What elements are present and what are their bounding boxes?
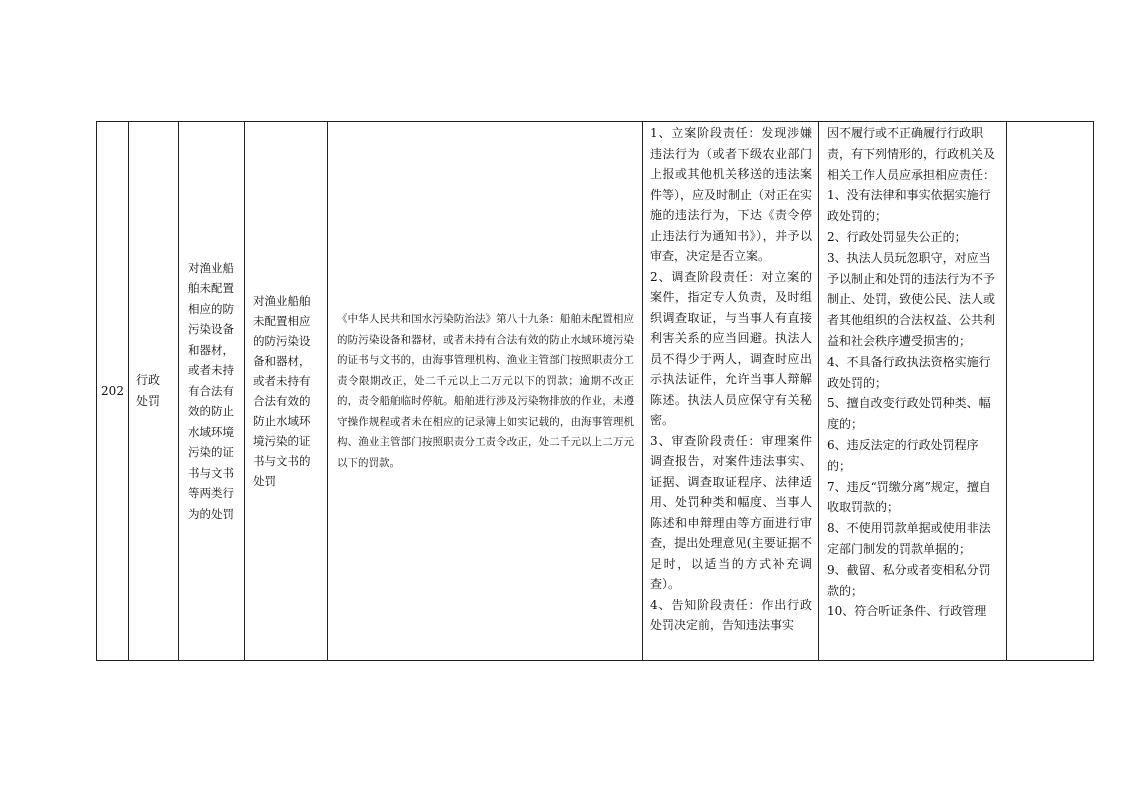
item-number: 202 — [101, 384, 124, 398]
item-name: 对渔业船舶未配置相应的防污染设备和器材，或者未持有合法有效的防止水域环境污染的证书与文书等两类行为的处罚 — [188, 260, 234, 521]
cell-power-type — [129, 122, 179, 661]
table-row — [97, 122, 1094, 661]
responsibility-text: 1、立案阶段责任：发现涉嫌违法行为（或者下级农业部门上报或其他机关移送的违法案件等），应及时制止（对正在实施的违法行为，下达《责令停止违法行为通知书》），并予以审查，决定是否立案。 2、调查阶段责任：对立案的案件，指定专人负责，及时组织调查取证，与当事人有直接利害关系的应当回避。执法人员不得少于两人，调查时应出示执法证件，允许当事人辩解陈述。执法人员应保守有关秘密。 3、审查阶段责任：审理案件调查报告，对案件违法事实、证据、调查取证程序、法律适用、处罚种类和幅度、当事人陈述和申辩理由等方面进行审查，提出处理意见(主要证据不足时，以适当的方式补充调查）。 4、告知阶段责任：作出行政处罚决定前，告知违法事实 — [650, 126, 813, 632]
cell-number — [97, 122, 129, 661]
sub-item-name: 对渔业船舶未配置相应的防污染设备和器材，或者未持有合法有效的防止水域环境污染的证书与文书的处罚 — [253, 294, 311, 488]
power-type: 行政处罚 — [136, 373, 161, 408]
cell-remarks — [1007, 122, 1094, 661]
cell-item-name — [179, 122, 245, 661]
cell-responsibility — [643, 122, 819, 661]
power-list-table — [96, 121, 1094, 661]
cell-sub-item — [245, 122, 328, 661]
cell-accountability — [819, 122, 1007, 661]
legal-basis-text: 《中华人民共和国水污染防治法》第八十九条：船舶未配置相应的防污染设备和器材，或者未持有合法有效的防止水域环境污染的证书与文书的，由海事管理机构、渔业主管部门按照职责分工责令限期改正，处二千元以上二万元以下的罚款；逾期不改正的，责令船舶临时停航。船舶进行涉及污染物排放的作业，未遵守操作规程或者未在相应的记录簿上如实记载的，由海事管理机构、渔业主管部门按照职责分工责令改正，处二千元以上二万元以下的罚款。 — [337, 313, 634, 469]
accountability-text: 因不履行或不正确履行行政职责，有下列情形的，行政机关及相关工作人员应承担相应责任： 1、没有法律和事实依据实施行政处罚的； 2、行政处罚显失公正的； 3、执法人员玩忽职守，对应当予以制止和处罚的违法行为不予制止、处罚，致使公民、法人或者其他组织的合法权益、公共利益和社会秩序遭受损害的； 4、不具备行政执法资格实施行政处罚的； 5、擅自改变行政处罚种类、幅度的； 6、违反法定的行政处罚程序的； 7、违反“罚缴分离”规定，擅自收取罚款的； 8、不使用罚款单据或使用非法定部门制发的罚款单据的； 9、截留、私分或者变相私分罚款的； 10、符合听证条件、行政管理 — [827, 126, 996, 619]
cell-legal-basis — [328, 122, 643, 661]
